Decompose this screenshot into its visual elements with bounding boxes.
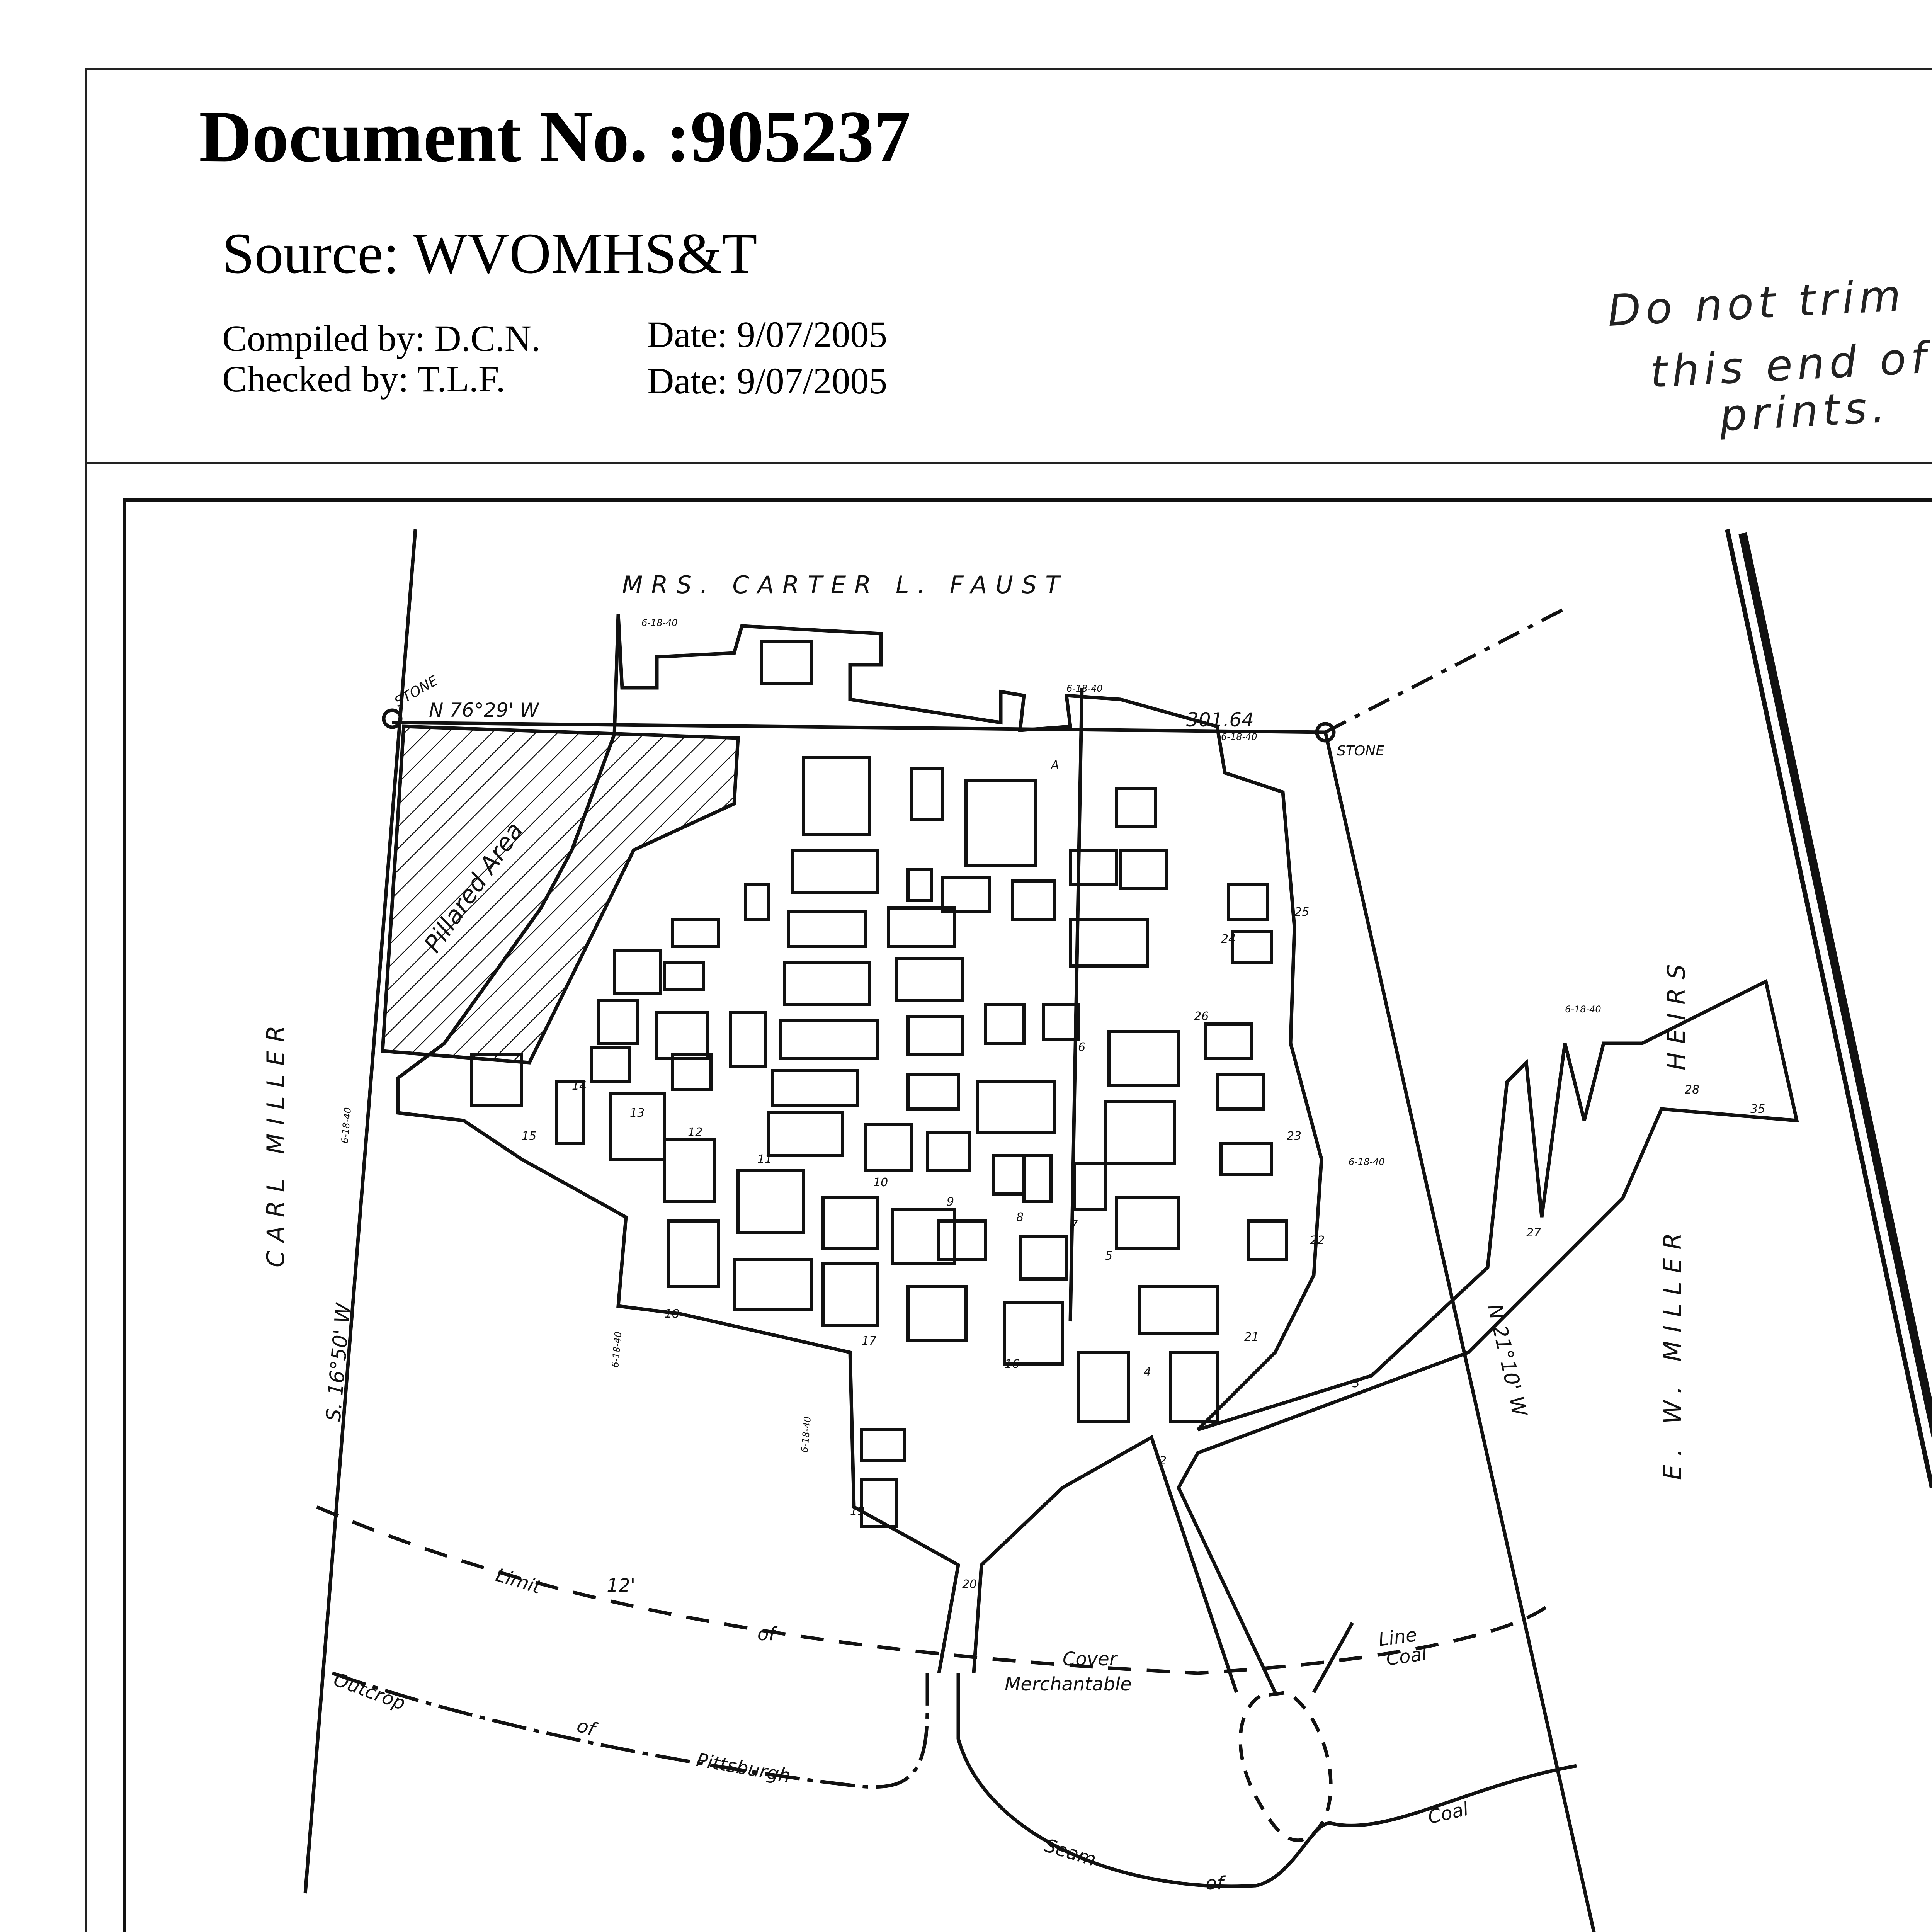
pillar-block: [1024, 1155, 1051, 1202]
pillar-block: [1070, 920, 1148, 966]
station-label: 17: [862, 1334, 877, 1348]
checked-date: Date: 9/07/2005: [647, 360, 888, 401]
handwritten-note-line-2: this end of: [1649, 333, 1932, 398]
station-label: 9: [947, 1195, 954, 1209]
station-label: 7: [1070, 1218, 1078, 1232]
pillar-block: [738, 1171, 804, 1233]
pillar-block: [761, 641, 811, 684]
pillar-block: [1074, 1163, 1105, 1209]
station-label: 3: [1352, 1377, 1360, 1390]
survey-date-label: 6-18-40: [1066, 683, 1103, 694]
west-owner-label: CARL MILLER: [262, 1017, 290, 1267]
pillar-block: [908, 1287, 966, 1341]
pillar-block: [665, 962, 703, 989]
northeast-tie-line: [1325, 607, 1569, 732]
road-line-1: [1727, 529, 1932, 1488]
station-label: 11: [757, 1153, 772, 1166]
pillar-block: [1005, 1302, 1063, 1364]
pillar-block: [866, 1124, 912, 1171]
stone-east-label: STONE: [1337, 743, 1384, 759]
station-label: 35: [1750, 1102, 1765, 1116]
pillar-block: [672, 920, 719, 947]
pillar-block: [912, 769, 943, 819]
station-label: 8: [1016, 1211, 1024, 1224]
north-distance-label: 301.64: [1186, 709, 1254, 731]
pillar-block: [781, 1020, 877, 1059]
pillar-block: [730, 1012, 765, 1066]
pillar-block: [599, 1001, 638, 1043]
pillared-area-label: Pillared Area: [418, 817, 529, 958]
stone-corner-west: [384, 710, 401, 727]
pillar-block: [927, 1132, 970, 1171]
pillar-block: [896, 958, 962, 1001]
pillar-block: [908, 869, 931, 900]
pillar-block: [1105, 1101, 1175, 1163]
outcrop-label: of: [1206, 1872, 1224, 1894]
station-label: 23: [1287, 1129, 1302, 1143]
survey-date-label: 6-18-40: [641, 617, 678, 628]
handwritten-note-line-3: prints.: [1718, 382, 1891, 441]
outcrop-label: Coal: [1426, 1798, 1471, 1828]
outcrop-label: Pittsburgh: [694, 1749, 793, 1787]
pillar-block: [978, 1082, 1055, 1132]
pillar-block: [591, 1047, 630, 1082]
limit-label: Limit: [493, 1564, 544, 1599]
station-label: 2: [1159, 1454, 1167, 1468]
mine-outline-north: [618, 614, 1797, 1692]
outcrop-label: of: [574, 1714, 598, 1740]
pillar-block: [657, 1012, 707, 1059]
document-number: Document No. :905237: [199, 96, 911, 177]
pillar-block: [893, 1209, 954, 1264]
pillar-block: [746, 885, 769, 920]
pillar-block: [908, 1016, 962, 1055]
pillar-block: [1229, 885, 1267, 920]
survey-date-label: 6-18-40: [610, 1331, 624, 1368]
handwritten-note-line-1: Do not trim: [1606, 270, 1907, 337]
limit-label: 12': [607, 1575, 636, 1597]
limit-of-cover-labels: [493, 1564, 1428, 1695]
pillar-block: [1233, 931, 1271, 962]
pillar-block: [939, 1221, 985, 1260]
station-label: 25: [1294, 905, 1310, 919]
station-label: 19: [850, 1504, 865, 1518]
station-label: 12: [688, 1126, 703, 1139]
station-label: 21: [1244, 1330, 1259, 1344]
pillar-block: [1121, 850, 1167, 889]
survey-date-label: 6-18-40: [1565, 1004, 1601, 1015]
checked-by: Checked by: T.L.F.: [222, 358, 505, 400]
compiled-by: Compiled by: D.C.N.: [222, 318, 541, 359]
station-label: A: [1051, 759, 1059, 772]
limit-label: of: [757, 1623, 776, 1645]
station-label: 22: [1310, 1234, 1325, 1247]
station-label: 13: [630, 1106, 645, 1120]
outcrop-line-west: [332, 1673, 927, 1787]
pillar-block: [611, 1094, 665, 1159]
outcrop-label: Outcrop: [330, 1668, 408, 1715]
pillar-block: [1140, 1287, 1217, 1333]
limit-label: Coal: [1384, 1643, 1429, 1670]
pillar-block: [734, 1260, 811, 1310]
survey-date-label: 6-18-40: [799, 1416, 813, 1453]
pillar-block: [665, 1140, 715, 1202]
station-label: 16: [1005, 1357, 1020, 1371]
entry-east: [1314, 1623, 1352, 1692]
pillar-block: [993, 1155, 1024, 1194]
pillar-block: [1221, 1144, 1271, 1175]
station-labels: [522, 759, 1765, 1591]
pillar-block: [823, 1198, 877, 1248]
station-label: 20: [962, 1578, 977, 1591]
station-label: 5: [1105, 1249, 1113, 1263]
station-label: 10: [873, 1176, 888, 1189]
pillar-block: [1117, 788, 1155, 827]
survey-date-label: 6-18-40: [1349, 1156, 1385, 1167]
north-bearing-label: N 76°29' W: [429, 699, 539, 721]
west-bearing-label: S. 16°50' W: [322, 1302, 355, 1423]
pillar-block: [889, 908, 954, 947]
pillar-block: [788, 912, 866, 947]
limit-label: Cover: [1063, 1648, 1117, 1670]
pillar-block: [862, 1430, 904, 1461]
pillar-block: [1043, 1005, 1078, 1039]
outcrop-label: Seam: [1042, 1834, 1099, 1871]
station-label: 28: [1685, 1083, 1700, 1097]
compiled-date: Date: 9/07/2005: [647, 314, 888, 355]
pillar-block: [908, 1074, 958, 1109]
station-label: 4: [1144, 1365, 1151, 1379]
pillar-block: [1020, 1236, 1066, 1279]
station-label: 6: [1078, 1041, 1086, 1054]
north-owner-label: MRS. CARTER L. FAUST: [622, 571, 1068, 599]
pillar-block: [1109, 1032, 1179, 1086]
pillar-block: [966, 781, 1036, 866]
east-boundary-line: [1325, 732, 1619, 1932]
station-label: 15: [522, 1129, 537, 1143]
pillar-block: [985, 1005, 1024, 1043]
pillar-block: [668, 1221, 719, 1287]
pillar-block: [769, 1113, 842, 1155]
limit-of-cover-line: [317, 1507, 1546, 1673]
source-line: Source: WVOMHS&T: [222, 221, 757, 286]
station-label: 27: [1526, 1226, 1541, 1240]
pillar-block: [1117, 1198, 1179, 1248]
pillar-block: [1171, 1352, 1217, 1422]
pillar-block: [804, 757, 869, 835]
pillar-block: [1217, 1074, 1264, 1109]
pillar-block: [784, 962, 869, 1005]
northeast-owner-label: HEIRS: [1662, 956, 1690, 1070]
station-label: 14: [572, 1079, 587, 1093]
pillar-block: [792, 850, 877, 893]
station-label: 18: [665, 1307, 680, 1321]
station-label: 24: [1221, 932, 1236, 946]
pillar-block: [1206, 1024, 1252, 1059]
survey-date-label: 6-18-40: [1221, 731, 1257, 742]
survey-date-label: 6-18-40: [339, 1107, 354, 1144]
pillar-block: [823, 1264, 877, 1325]
limit-label: Line: [1377, 1624, 1418, 1651]
limit-label: Merchantable: [1005, 1673, 1132, 1695]
pillar-block: [1078, 1352, 1128, 1422]
pillar-block: [614, 951, 661, 993]
east-bearing-label: N 21°10' W: [1483, 1302, 1531, 1419]
pillar-block: [773, 1070, 858, 1105]
pillar-block: [1248, 1221, 1287, 1260]
stone-west-label: STONE: [392, 672, 441, 710]
pillar-block: [1012, 881, 1055, 920]
dashed-loop: [1240, 1692, 1331, 1840]
east-owner-label: E. W. MILLER: [1658, 1224, 1687, 1480]
station-label: 26: [1194, 1010, 1209, 1023]
